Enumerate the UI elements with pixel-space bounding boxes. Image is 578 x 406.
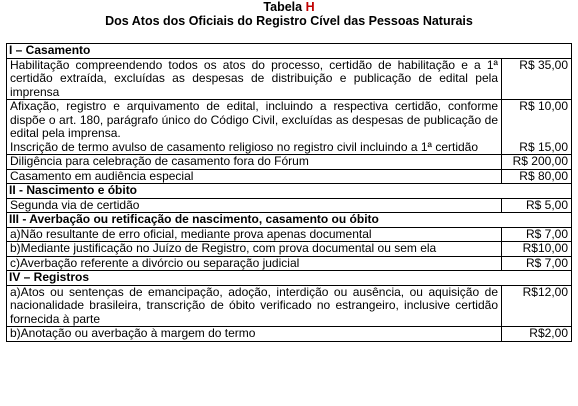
title-letter: H <box>305 0 315 14</box>
row-price: R$ 7,00 <box>502 227 572 242</box>
section-title: III - Averbação ou retificação de nascimento, casamento ou óbito <box>7 213 572 228</box>
section-header <box>7 213 572 228</box>
row-description: Habilitação compreendendo todos os atos do processo, certidão de habilitação e a 1ª certidão extraída, excluídas as despesas de distribuição e publicação de edital pela imprensa <box>7 58 502 100</box>
row-price: R$10,00 <box>502 242 572 257</box>
row-price: R$12,00 <box>502 285 572 327</box>
table-row <box>7 155 572 170</box>
table-title <box>0 0 578 14</box>
section-header <box>7 44 572 59</box>
row-description: a)Atos ou sentenças de emancipação, adoção, interdição ou ausência, ou aquisição de nacionalidade brasileira, transcrição de óbito verificado no estrangeiro, inclusive certidão fornecida à parte <box>7 285 502 327</box>
section-title: II - Nascimento e óbito <box>7 184 572 199</box>
row-description: Afixação, registro e arquivamento de edital, incluindo a respectiva certidão, conforme dispõe o art. 180, parágrafo único do Código Civil, excluídas as despesas de publicação de edital pela imprensa. <box>7 100 502 141</box>
section-title: I – Casamento <box>7 44 572 59</box>
table-row <box>7 58 572 100</box>
section-header <box>7 271 572 286</box>
table-row <box>7 198 572 213</box>
row-price: R$2,00 <box>502 327 572 342</box>
row-description: b)Anotação ou averbação à margem do termo <box>7 327 502 342</box>
row-description: Inscrição de termo avulso de casamento religioso no registro civil incluindo a 1ª certidão <box>7 141 502 155</box>
row-description: Casamento em audiência especial <box>7 169 502 184</box>
section-title: IV – Registros <box>7 271 572 286</box>
row-description: Diligência para celebração de casamento fora do Fórum <box>7 155 502 170</box>
row-price: R$ 80,00 <box>502 169 572 184</box>
row-price: R$ 35,00 <box>502 58 572 100</box>
row-description: Segunda via de certidão <box>7 198 502 213</box>
table-row <box>7 285 572 327</box>
row-description: c)Averbação referente a divórcio ou separação judicial <box>7 256 502 271</box>
row-price: R$ 5,00 <box>502 198 572 213</box>
table-row <box>7 227 572 242</box>
table-row <box>7 256 572 271</box>
table-row <box>7 242 572 257</box>
table-row <box>7 169 572 184</box>
row-price: R$ 7,00 <box>502 256 572 271</box>
row-description: b)Mediante justificação no Juízo de Registro, com prova documental ou sem ela <box>7 242 502 257</box>
row-price: R$ 15,00 <box>502 141 572 155</box>
row-price: R$ 200,00 <box>502 155 572 170</box>
table-row <box>7 327 572 342</box>
fee-table <box>6 43 572 342</box>
table-row <box>7 141 572 155</box>
table-subtitle: Dos Atos dos Oficiais do Registro Cível das Pessoas Naturais <box>105 14 473 28</box>
row-description: a)Não resultante de erro oficial, mediante prova apenas documental <box>7 227 502 242</box>
title-prefix: Tabela <box>263 0 303 14</box>
section-header <box>7 184 572 199</box>
table-row <box>7 100 572 141</box>
row-price: R$ 10,00 <box>502 100 572 141</box>
